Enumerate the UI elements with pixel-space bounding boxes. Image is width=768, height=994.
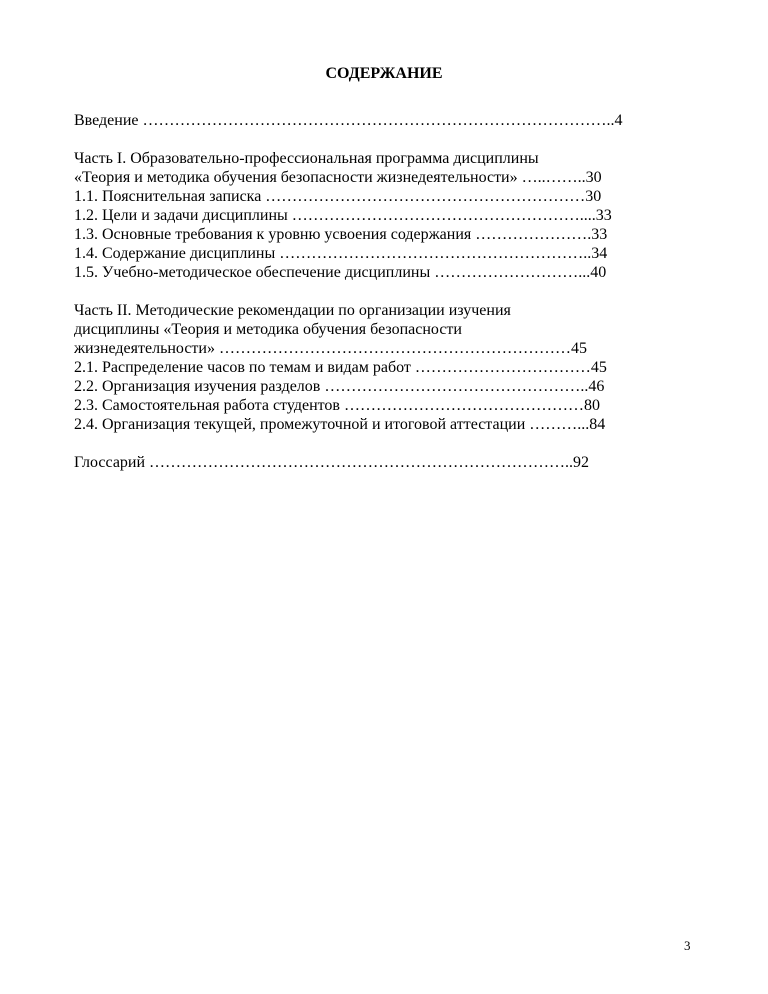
toc-entry-2-2: 2.2. Организация изучения разделов …………………………………………..46 [74,378,605,395]
toc-spacer [74,434,684,453]
toc-part1-heading-line1: Часть I. Образовательно-профессиональная программа дисциплины [74,150,539,167]
page-title: СОДЕРЖАНИЕ [325,65,443,82]
toc-entry-1-4: 1.4. Содержание дисциплины …………………………………………………..34 [74,245,608,262]
toc-entry-1-5: 1.5. Учебно-методическое обеспечение дисциплины ………………………...40 [74,264,607,281]
toc-part1-heading-line2: «Теория и методика обучения безопасности жизнедеятельности» …..……..30 [74,169,602,186]
toc-entry-glossary: Глоссарий ……………………………………………………………………..92 [74,454,590,471]
toc-entry-1-2: 1.2. Цели и задачи дисциплины ………………………………………………....33 [74,207,612,224]
page-number: 3 [684,938,691,953]
toc-spacer [74,130,684,149]
toc-entry-2-3: 2.3. Самостоятельная работа студентов ………………………………………80 [74,397,600,414]
table-of-contents [74,111,684,472]
toc-entry-2-4: 2.4. Организация текущей, промежуточной и итоговой аттестации ………...84 [74,416,606,433]
toc-part2-heading-line3: жизнедеятельности» …………………………………………………………45 [74,340,587,357]
toc-entry-2-1: 2.1. Распределение часов по темам и видам работ ……………………………45 [74,359,607,376]
toc-entry-introduction: Введение ……………………………………………………………………………..4 [74,112,623,129]
toc-spacer [74,282,684,301]
toc-entry-1-3: 1.3. Основные требования к уровню усвоения содержания ………………….33 [74,226,608,243]
toc-entry-1-1: 1.1. Пояснительная записка ……………………………………………………30 [74,188,602,205]
toc-part2-heading-line2: дисциплины «Теория и методика обучения безопасности [74,321,462,338]
toc-part2-heading-line1: Часть II. Методические рекомендации по организации изучения [74,302,511,319]
